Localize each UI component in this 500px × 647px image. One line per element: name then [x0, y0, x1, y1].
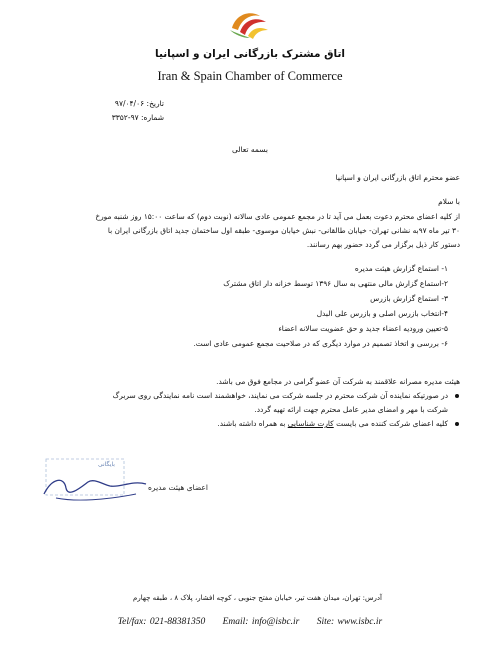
body-line-1: از کلیه اعضای محترم دعوت بعمل می آید تا در مجمع عمومی عادی سالانه (نوبت دوم) که ساعت ۱۵:۰۰ روز شنبه مورخ: [95, 212, 460, 221]
signature-scribble: [36, 458, 208, 508]
instruction-text: شرکت با مهر و امضای مدیر عامل محترم جهت ارائه تهیه گردد.: [254, 405, 448, 414]
instruction-text: کلیه اعضای شرکت کننده می بایست: [336, 419, 448, 428]
email-link[interactable]: Email: info@isbc.ir: [222, 617, 300, 627]
body-line-3: دستور کار ذیل برگزار می گردد حضور بهم رسانند.: [306, 240, 460, 249]
footer-contact: [0, 617, 500, 627]
instruction-item-continuation: [113, 403, 460, 417]
instructions-list: [113, 389, 460, 431]
org-name-english: Iran & Spain Chamber of Commerce: [157, 69, 343, 83]
addressee: عضو محترم اتاق بازرگانی ایران و اسپانیا: [335, 173, 460, 182]
agenda-item: ۲-استماع گزارش مالی منتهی به سال ۱۳۹۶ توسط خزانه دار اتاق مشترک: [223, 279, 448, 288]
instruction-item: [113, 389, 460, 403]
instruction-text: در صورتیکه نماینده آن شرکت محترم در جلسه شرکت می نمایند، خواهشمند است نامه نمایندگی روی سربرگ: [112, 391, 448, 400]
letter-number: شماره: ۹۷-۳۳۵۲: [111, 113, 164, 122]
bullet-icon: [455, 394, 459, 398]
instruction-text: به همراه داشته باشند.: [217, 419, 286, 428]
address-line: آدرس: تهران، میدان هفت تیر، خیابان مفتح جنوبی ، کوچه افشار، پلاک ۸ ، طبقه چهارم: [133, 594, 382, 602]
letter-date: تاریخ: ۹۷/۰۴/۰۶: [114, 99, 164, 108]
id-card-text: کارت شناسایی: [287, 419, 334, 428]
agenda-item: ۶- بررسی و اتخاذ تصمیم در موارد دیگری که در صلاحیت مجمع عمومی عادی است.: [193, 339, 448, 348]
signature-caption: اعضای هیئت مدیره: [148, 483, 208, 492]
board-note: هیئت مدیره مصرانه علاقمند به شرکت آن عضو گرامی در مجامع فوق می باشد.: [216, 377, 460, 386]
agenda-item: ۱- استماع گزارش هیئت مدیره: [354, 264, 448, 273]
greeting: با سلام: [438, 197, 460, 206]
bullet-icon: [455, 422, 459, 426]
org-name-persian: اتاق مشترک بازرگانی ایران و اسپانیا: [155, 48, 345, 60]
body-line-2: ۳۰ تیر ماه ۹۷به نشانی تهران- خیابان طالقانی- نبش خیابان موسوی- طبقه اول ساختمان جدید اتاق بازرگانی ایران با: [107, 226, 460, 235]
bismillah-heading: بسمه تعالی: [231, 145, 269, 154]
instruction-item: [113, 417, 460, 431]
agenda-list: [193, 261, 448, 351]
agenda-item: ۴-انتخاب بازرس اصلی و بازرس علی البدل: [316, 309, 448, 318]
agenda-item: ۳- استماع گزارش بازرس: [370, 294, 448, 303]
chamber-logo-icon: [226, 8, 272, 42]
website-link[interactable]: Site: www.isbc.ir: [316, 617, 383, 627]
agenda-item: ۵-تعیین ورودیه اعضاء جدید و حق عضویت سالانه اعضاء: [278, 324, 448, 333]
seal-label: بایگانی: [98, 461, 115, 468]
telfax: Tel/fax: 021-88381350: [117, 617, 206, 627]
